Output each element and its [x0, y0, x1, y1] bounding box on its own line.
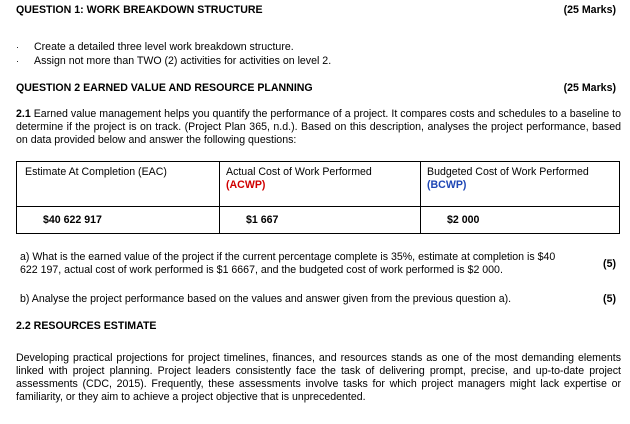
- q2-marks: (25 Marks): [563, 82, 616, 94]
- table-header-cell: [421, 162, 620, 207]
- sub-question-b: b) Analyse the project performance based on the values and answer given from the previous question a).: [20, 293, 512, 305]
- evm-data-table: [16, 161, 620, 234]
- acwp-value: $1 667: [220, 207, 421, 234]
- q1-bullet-item: [16, 55, 331, 68]
- bullet-icon: ·: [16, 42, 19, 52]
- table-header-cell: [17, 162, 220, 207]
- section-2-2-paragraph: Developing practical projections for project timelines, finances, and resources stands as one of the most demanding elements linked with project planning. Project leaders consistently face the task of delivering prompt, precise, and up-to-date project assessments (CDC, 2015). Frequently, these assessments involve tasks for which project managers might lack expertise or familiarity, or they aim to achieve a project objective that is unprecedented.: [16, 352, 621, 403]
- bcwp-abbr: (BCWP): [427, 179, 467, 191]
- q1-marks: (25 Marks): [563, 4, 616, 16]
- eac-value: $40 622 917: [17, 207, 220, 234]
- q2-intro-paragraph: [16, 108, 621, 147]
- q2-intro-text: Earned value management helps you quantify the performance of a project. It compares costs and schedules to a baseline to determine if the project is on track. (Project Plan 365, n.d.). Based on this description, analyses the project performance, based on data provided below and answer the following questions:: [16, 108, 621, 146]
- sub-question-b-marks: (5): [603, 293, 616, 305]
- sub-question-a: a) What is the earned value of the project if the current percentage complete is 35%, estimate at completion is $40 622 197, actual cost of work performed is $1 6667, and the budgeted cost of work performed is $2 000.: [20, 251, 556, 276]
- q2-intro-number: 2.1: [16, 108, 31, 120]
- q1-bullet-item: [16, 41, 294, 54]
- table-row: [17, 207, 620, 234]
- table-header-row: [17, 162, 620, 207]
- acwp-header: Actual Cost of Work Performed: [226, 166, 372, 178]
- bcwp-header: Budgeted Cost of Work Performed: [427, 166, 589, 178]
- q1-bullet-text: Create a detailed three level work breakdown structure.: [34, 41, 294, 53]
- section-2-2-heading: 2.2 RESOURCES ESTIMATE: [16, 320, 157, 332]
- table-header-cell: [220, 162, 421, 207]
- acwp-abbr: (ACWP): [226, 179, 266, 191]
- q2-heading: QUESTION 2 EARNED VALUE AND RESOURCE PLANNING: [16, 82, 313, 94]
- eac-header: Estimate At Completion (EAC): [25, 166, 167, 178]
- sub-question-a-marks: (5): [603, 258, 616, 270]
- q1-bullet-text: Assign not more than TWO (2) activities for activities on level 2.: [34, 55, 332, 67]
- bullet-icon: ·: [16, 56, 19, 66]
- bcwp-value: $2 000: [421, 207, 620, 234]
- q1-heading: QUESTION 1: WORK BREAKDOWN STRUCTURE: [16, 4, 263, 16]
